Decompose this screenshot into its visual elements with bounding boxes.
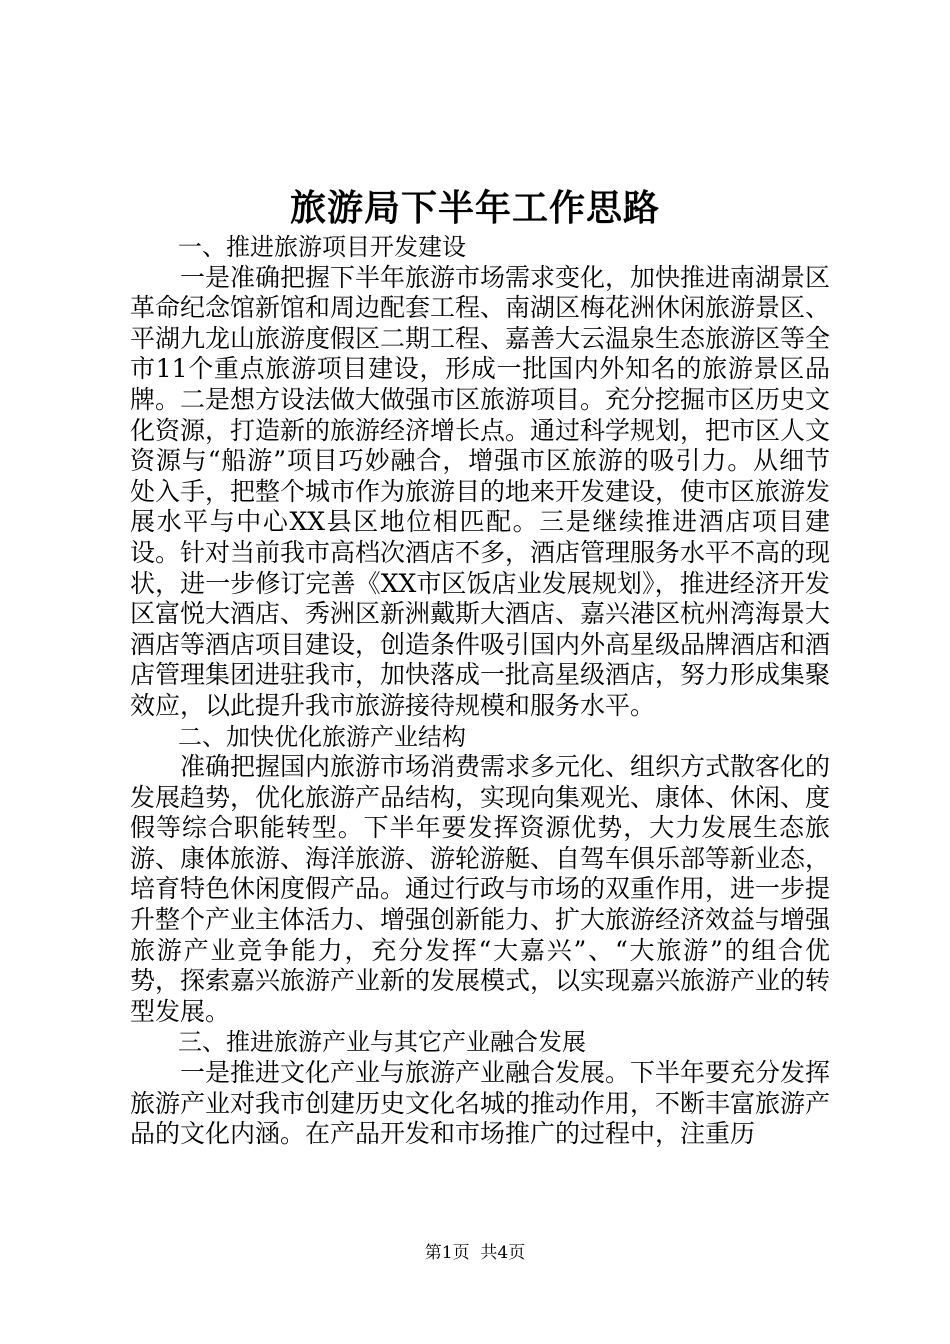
document-body xyxy=(130,232,830,1150)
document-title: 旅游局下半年工作思路 xyxy=(289,187,660,229)
section-2-paragraph: 准确把握国内旅游市场消费需求多元化、组织方式散客化的发展趋势，优化旅游产品结构，实现向集观光、康体、休闲、度假等综合职能转型。下半年要发挥资源优势，大力发展生态旅游、康体旅游、海洋旅游、游轮游艇、自驾车俱乐部等新业态，培育特色休闲度假产品。通过行政与市场的双重作用，进一步提升整个产业主体活力、增强创新能力、扩大旅游经济效益与增强旅游产业竞争能力，充分发挥“大嘉兴”、“大旅游”的组合优势，探索嘉兴旅游产业新的发展模式，以实现嘉兴旅游产业的转型发展。 xyxy=(130,752,831,1026)
section-heading-3: 三、推进旅游产业与其它产业融合发展 xyxy=(178,1028,586,1057)
section-1-paragraph: 一是准确把握下半年旅游市场需求变化，加快推进南湖景区革命纪念馆新馆和周边配套工程、南湖区梅花洲休闲旅游景区、平湖九龙山旅游度假区二期工程、嘉善大云温泉生态旅游区等全市11个重点旅游项目建设，形成一批国内外知名的旅游景区品牌。二是想方设法做大做强市区旅游项目。充分挖掘市区历史文化资源，打造新的旅游经济增长点。通过科学规划，把市区人文资源与“船游”项目巧妙融合，增强市区旅游的吸引力。从细节处入手，把整个城市作为旅游目的地来开发建设，使市区旅游发展水平与中心XX县区地位相匹配。三是继续推进酒店项目建设。针对当前我市高档次酒店不多，酒店管理服务水平不高的现状，进一步修订完善《XX市区饭店业发展规划》，推进经济开发区富悦大酒店、秀洲区新洲戴斯大酒店、嘉兴港区杭州湾海景大酒店等酒店项目建设，创造条件吸引国内外高星级品牌酒店和酒店管理集团进驻我市，加快落成一批高星级酒店，努力形成集聚效应，以此提升我市旅游接待规模和服务水平。 xyxy=(130,262,831,720)
section-heading-1: 一、推进旅游项目开发建设 xyxy=(178,233,466,261)
page-footer: 第1页 共4页 xyxy=(424,1243,526,1263)
section-heading-2: 二、加快优化旅游产业结构 xyxy=(178,722,466,751)
section-3-paragraph: 一是推进文化产业与旅游产业融合发展。下半年要充分发挥旅游产业对我市创建历史文化名城的推动作用，不断丰富旅游产品的文化内涵。在产品开发和市场推广的过程中，注重历 xyxy=(130,1058,831,1149)
